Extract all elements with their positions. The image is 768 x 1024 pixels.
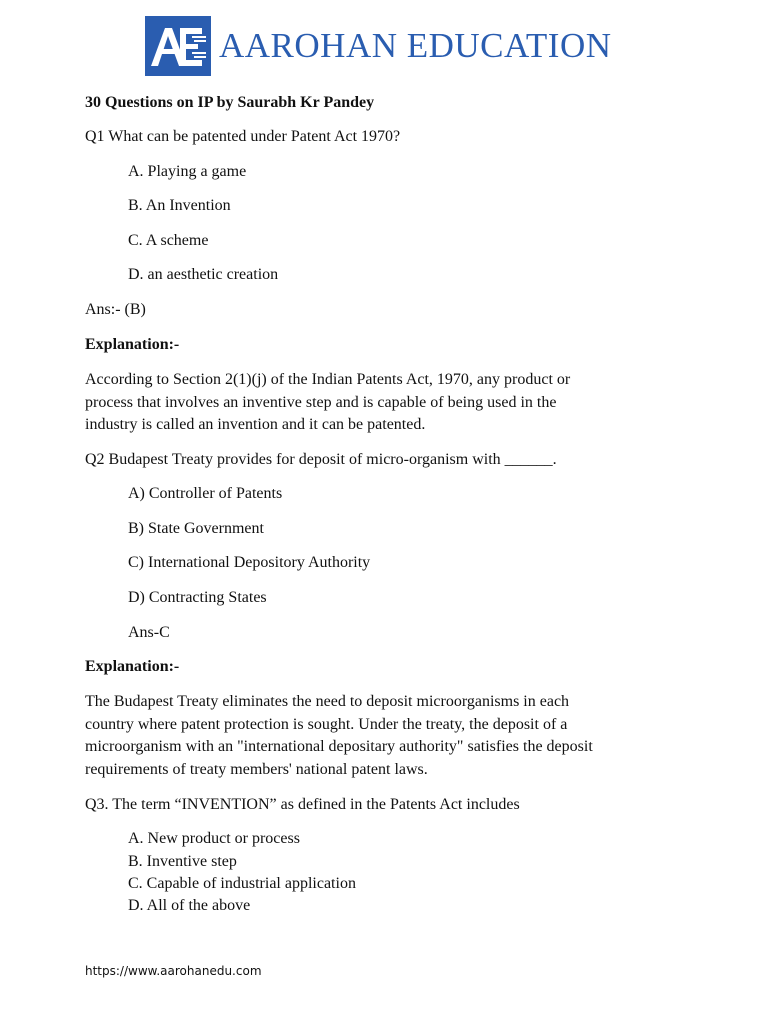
- q2-explanation-line: requirements of treaty members' national patent laws.: [85, 760, 428, 778]
- q3-option-a: A. New product or process: [128, 830, 300, 847]
- q1-option-d: D. an aesthetic creation: [128, 266, 279, 283]
- q2-explanation-line: microorganism with an "international depositary authority" satisfies the deposit: [85, 738, 593, 755]
- q3-option-b: B. Inventive step: [128, 853, 237, 870]
- q1-option-a: A. Playing a game: [128, 163, 247, 180]
- document-title: 30 Questions on IP by Saurabh Kr Pandey: [85, 94, 375, 111]
- q2-explanation-heading: Explanation:-: [85, 658, 180, 675]
- q2-explanation-line: The Budapest Treaty eliminates the need to deposit microorganisms in each: [85, 693, 570, 710]
- q1-explanation: [85, 369, 645, 437]
- q2-explanation: [85, 691, 645, 781]
- q2-option-d: D) Contracting States: [128, 589, 267, 606]
- brand-header: [145, 16, 612, 76]
- q1-explanation-line: According to Section 2(1)(j) of the Indian Patents Act, 1970, any product or: [85, 371, 571, 388]
- q2-question: Q2 Budapest Treaty provides for deposit of micro-organism with ______.: [85, 451, 557, 468]
- q1-answer: Ans:- (B): [85, 301, 146, 318]
- q3-option-d: D. All of the above: [128, 897, 251, 914]
- q2-option-c: C) International Depository Authority: [128, 554, 371, 571]
- q1-explanation-line: industry is called an invention and it can be patented.: [85, 416, 426, 433]
- q3-option-c: C. Capable of industrial application: [128, 875, 356, 892]
- brand-name: AAROHAN EDUCATION: [219, 26, 612, 65]
- q1-option-c: C. A scheme: [128, 232, 209, 249]
- footer-url: https://www.aarohanedu.com: [85, 964, 262, 978]
- q3-question: Q3. The term “INVENTION” as defined in the Patents Act includes: [85, 796, 520, 813]
- q2-answer: Ans-C: [128, 624, 170, 641]
- q2-option-b: B) State Government: [128, 520, 264, 537]
- q1-explanation-heading: Explanation:-: [85, 336, 180, 353]
- q1-question: Q1 What can be patented under Patent Act 1970?: [85, 128, 401, 145]
- q2-explanation-line: country where patent protection is sought. Under the treaty, the deposit of a: [85, 715, 568, 733]
- aarohan-logo-icon: [145, 16, 211, 76]
- q1-explanation-line: process that involves an inventive step and is capable of being used in the: [85, 393, 557, 411]
- q2-option-a: A) Controller of Patents: [128, 485, 283, 502]
- q1-option-b: B. An Invention: [128, 197, 231, 214]
